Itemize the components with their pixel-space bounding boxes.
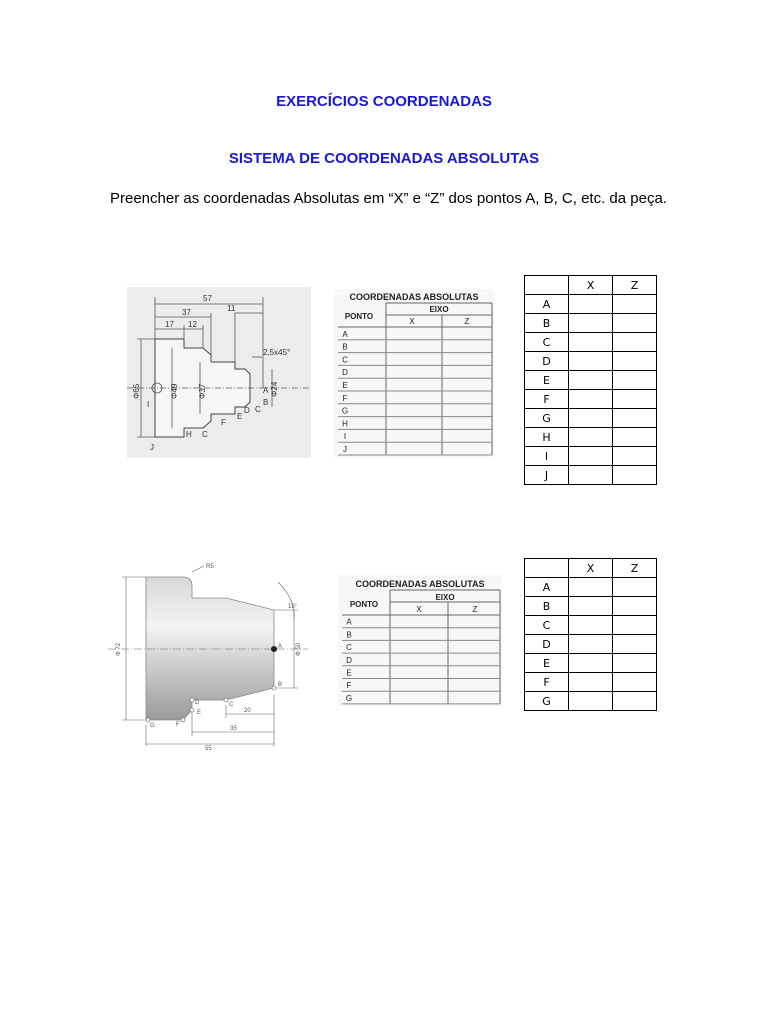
point-label: A <box>263 386 269 395</box>
ref-col-ponto: PONTO <box>344 312 374 321</box>
point-label-cell: G <box>525 409 569 428</box>
ref-col-x: X <box>416 605 422 614</box>
dim-label-d72: Φ 72 <box>116 642 122 656</box>
x-input-cell[interactable] <box>569 635 613 654</box>
x-input-cell[interactable] <box>569 314 613 333</box>
point-label: E <box>237 412 243 421</box>
table-row <box>525 578 657 597</box>
ref-col-z: Z <box>472 605 478 614</box>
dim-label-d49: Φ49 <box>170 383 179 399</box>
point-label-cell: H <box>525 428 569 447</box>
ref-row-label: J <box>343 445 347 454</box>
answer-table-1 <box>524 275 657 485</box>
table-row <box>525 466 657 485</box>
table-row <box>525 692 657 711</box>
z-input-cell[interactable] <box>613 314 657 333</box>
dim-label-angle: 15° <box>288 604 298 610</box>
point-label: C <box>255 405 261 414</box>
dim-label-12: 12 <box>188 320 197 329</box>
instruction-text: Preencher as coordenadas Absolutas em “X” e “Z” dos pontos A, B, C, etc. da peça. <box>110 190 667 207</box>
dim-label-20: 20 <box>244 708 251 714</box>
ref-col-x: X <box>409 317 415 326</box>
point-label-cell: F <box>525 390 569 409</box>
table-row <box>525 333 657 352</box>
ref-col-z: Z <box>464 317 470 326</box>
point-label-cell: G <box>525 692 569 711</box>
dim-label-r5: R5 <box>206 564 214 570</box>
point-label: D <box>244 406 250 415</box>
z-input-cell[interactable] <box>613 409 657 428</box>
point-label-cell: J <box>525 466 569 485</box>
z-input-cell[interactable] <box>613 654 657 673</box>
header-cell-x: X <box>569 276 613 295</box>
x-input-cell[interactable] <box>569 428 613 447</box>
dim-label-d37: Φ37 <box>198 383 207 399</box>
x-input-cell[interactable] <box>569 352 613 371</box>
point-label: F <box>221 418 226 427</box>
dim-label-d24: Φ24 <box>270 381 279 397</box>
x-input-cell[interactable] <box>569 447 613 466</box>
dim-label-17: 17 <box>165 320 174 329</box>
answer-table-2 <box>524 558 657 711</box>
x-input-cell[interactable] <box>569 578 613 597</box>
z-input-cell[interactable] <box>613 578 657 597</box>
z-input-cell[interactable] <box>613 352 657 371</box>
z-input-cell[interactable] <box>613 428 657 447</box>
x-input-cell[interactable] <box>569 654 613 673</box>
ref-row-label: D <box>346 655 352 665</box>
ref-row-label: B <box>342 342 348 352</box>
x-input-cell[interactable] <box>569 692 613 711</box>
z-input-cell[interactable] <box>613 333 657 352</box>
x-input-cell[interactable] <box>569 597 613 616</box>
ref-row-label: G <box>341 406 349 416</box>
point-label: G <box>150 723 155 729</box>
ref-row-label: D <box>342 368 348 378</box>
ref-table-title: COORDENADAS ABSOLUTAS <box>349 292 479 302</box>
z-input-cell[interactable] <box>613 447 657 466</box>
x-input-cell[interactable] <box>569 409 613 428</box>
part-drawing-2 <box>108 560 308 752</box>
ref-row-label: E <box>346 668 352 678</box>
dim-label-35: 35 <box>230 726 237 732</box>
dim-label-55: 55 <box>205 746 212 752</box>
table-row <box>525 409 657 428</box>
ref-row-label: A <box>342 329 348 339</box>
point-label-cell: E <box>525 654 569 673</box>
header-cell-empty <box>525 559 569 578</box>
point-label: A <box>278 644 283 650</box>
point-label-cell: A <box>525 295 569 314</box>
z-input-cell[interactable] <box>613 295 657 314</box>
part-drawing-1 <box>127 287 311 458</box>
table-row <box>525 352 657 371</box>
reference-table-2 <box>338 574 502 706</box>
ref-row-label: G <box>345 693 353 703</box>
ref-row-label: F <box>342 393 348 403</box>
table-row <box>525 295 657 314</box>
page-title: EXERCÍCIOS COORDENADAS <box>276 93 492 110</box>
point-label-cell: D <box>525 635 569 654</box>
z-input-cell[interactable] <box>613 692 657 711</box>
table-row <box>525 635 657 654</box>
point-label-cell: C <box>525 333 569 352</box>
ref-row-label: H <box>342 419 348 429</box>
table-row <box>525 390 657 409</box>
point-label: C <box>229 702 234 708</box>
header-cell-x: X <box>569 559 613 578</box>
point-label-cell: B <box>525 597 569 616</box>
ref-col-eixo: EIXO <box>435 593 455 602</box>
page-subtitle: SISTEMA DE COORDENADAS ABSOLUTAS <box>228 150 540 167</box>
x-input-cell[interactable] <box>569 295 613 314</box>
table-row <box>525 616 657 635</box>
table-row <box>525 447 657 466</box>
point-label-cell: C <box>525 616 569 635</box>
table-row <box>525 597 657 616</box>
point-label: B <box>263 398 269 407</box>
point-label-cell: F <box>525 673 569 692</box>
table-row <box>525 673 657 692</box>
point-label-cell: E <box>525 371 569 390</box>
point-label: I <box>147 400 150 409</box>
ref-row-label: I <box>343 432 347 442</box>
header-cell-empty <box>525 276 569 295</box>
z-input-cell[interactable] <box>613 466 657 485</box>
point-label: E <box>197 710 202 716</box>
dim-label-11: 11 <box>227 304 236 313</box>
point-label: B <box>278 682 283 688</box>
table-row <box>525 654 657 673</box>
ref-row-label: F <box>346 681 352 691</box>
header-cell-z: Z <box>613 559 657 578</box>
z-input-cell[interactable] <box>613 371 657 390</box>
x-input-cell[interactable] <box>569 333 613 352</box>
x-input-cell[interactable] <box>569 390 613 409</box>
point-label-cell: B <box>525 314 569 333</box>
point-label: H <box>186 430 192 439</box>
dim-label-chamfer: 2,5x45° <box>263 348 291 357</box>
ref-table-title: COORDENADAS ABSOLUTAS <box>355 579 485 589</box>
point-label: C <box>202 430 208 439</box>
ref-row-label: A <box>346 617 352 627</box>
dim-label-d65: Φ65 <box>132 383 141 399</box>
dim-label-d50: Φ 50 <box>296 642 302 656</box>
x-input-cell[interactable] <box>569 616 613 635</box>
table-row <box>525 314 657 333</box>
ref-row-label: B <box>346 630 352 640</box>
x-input-cell[interactable] <box>569 371 613 390</box>
ref-row-label: E <box>342 381 348 390</box>
reference-table-1 <box>334 289 494 457</box>
x-input-cell[interactable] <box>569 466 613 485</box>
ref-col-eixo: EIXO <box>429 305 449 314</box>
point-label-cell: I <box>525 447 569 466</box>
ref-row-label: C <box>342 355 348 365</box>
z-input-cell[interactable] <box>613 597 657 616</box>
point-label: D <box>195 700 200 706</box>
ref-col-ponto: PONTO <box>349 600 379 609</box>
z-input-cell[interactable] <box>613 673 657 692</box>
dim-label-57: 57 <box>203 294 212 303</box>
table-row <box>525 428 657 447</box>
ref-row-label: C <box>346 643 352 653</box>
z-input-cell[interactable] <box>613 390 657 409</box>
point-label-cell: D <box>525 352 569 371</box>
x-input-cell[interactable] <box>569 673 613 692</box>
header-cell-z: Z <box>613 276 657 295</box>
table-row <box>525 371 657 390</box>
dim-label-37: 37 <box>182 308 191 317</box>
point-label: J <box>150 443 154 452</box>
z-input-cell[interactable] <box>613 616 657 635</box>
point-label: F <box>176 722 180 728</box>
z-input-cell[interactable] <box>613 635 657 654</box>
point-label-cell: A <box>525 578 569 597</box>
